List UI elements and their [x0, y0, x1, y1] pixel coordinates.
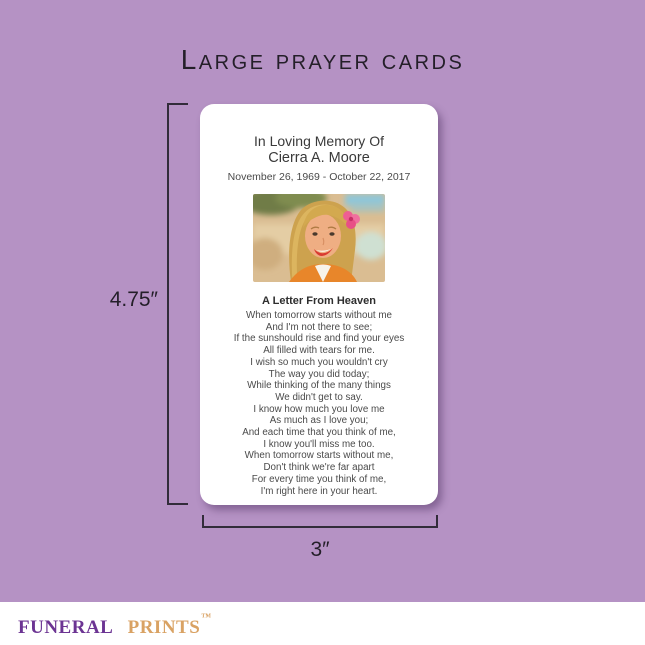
- poem-line: I wish so much you wouldn't cry: [250, 356, 388, 368]
- height-dimension-line: [167, 103, 169, 505]
- portrait-photo: [253, 194, 385, 282]
- trademark-symbol: ™: [201, 612, 212, 623]
- poem-title: A Letter From Heaven: [262, 295, 376, 307]
- poem-line: And I'm not there to see;: [265, 321, 373, 333]
- poem-line: For every time you think of me,: [251, 473, 387, 485]
- poem-line: I know how much you love me: [253, 403, 385, 415]
- poem-text: [200, 310, 438, 497]
- width-dimension-line: [202, 526, 438, 528]
- brand-word-funeral: funeral: [18, 609, 114, 639]
- poem-line: Don't think we're far apart: [263, 462, 375, 474]
- height-dimension-tick-bottom: [167, 503, 188, 505]
- width-dimension-tick-right: [436, 515, 438, 528]
- width-dimension-tick-left: [202, 515, 204, 528]
- poem-line: And each time that you think of me,: [242, 427, 396, 439]
- footer-strip: [0, 602, 645, 645]
- deceased-name: Cierra A. Moore: [268, 150, 370, 166]
- prayer-card: [200, 104, 438, 505]
- poem-line: While thinking of the many things: [247, 380, 391, 392]
- poem-line: If the sunshould rise and find your eyes: [233, 333, 405, 345]
- brand-logo: [18, 609, 212, 640]
- poem-line: The way you did today;: [268, 368, 370, 380]
- poem-line: We didn't get to say.: [275, 391, 363, 403]
- memorial-line: In Loving Memory Of: [254, 133, 384, 149]
- deceased-dates: November 26, 1969 - October 22, 2017: [227, 171, 411, 183]
- poem-line: I'm right here in your heart.: [260, 485, 378, 497]
- poem-line: As much as I love you;: [269, 415, 369, 427]
- width-dimension-label: 3″: [310, 538, 330, 561]
- page-title: Large prayer cards: [180, 44, 465, 75]
- poem-line: All filled with tears for me.: [263, 345, 375, 357]
- brand-word-prints: prints: [127, 609, 201, 639]
- poem-line: I know you'll miss me too.: [263, 438, 375, 450]
- portrait-photo-illustration: [253, 194, 385, 282]
- poem-line: When tomorrow starts without me: [246, 310, 392, 321]
- height-dimension-tick-top: [167, 103, 188, 105]
- poem-line: When tomorrow starts without me,: [244, 450, 394, 462]
- height-dimension-label: 4.75″: [109, 288, 158, 311]
